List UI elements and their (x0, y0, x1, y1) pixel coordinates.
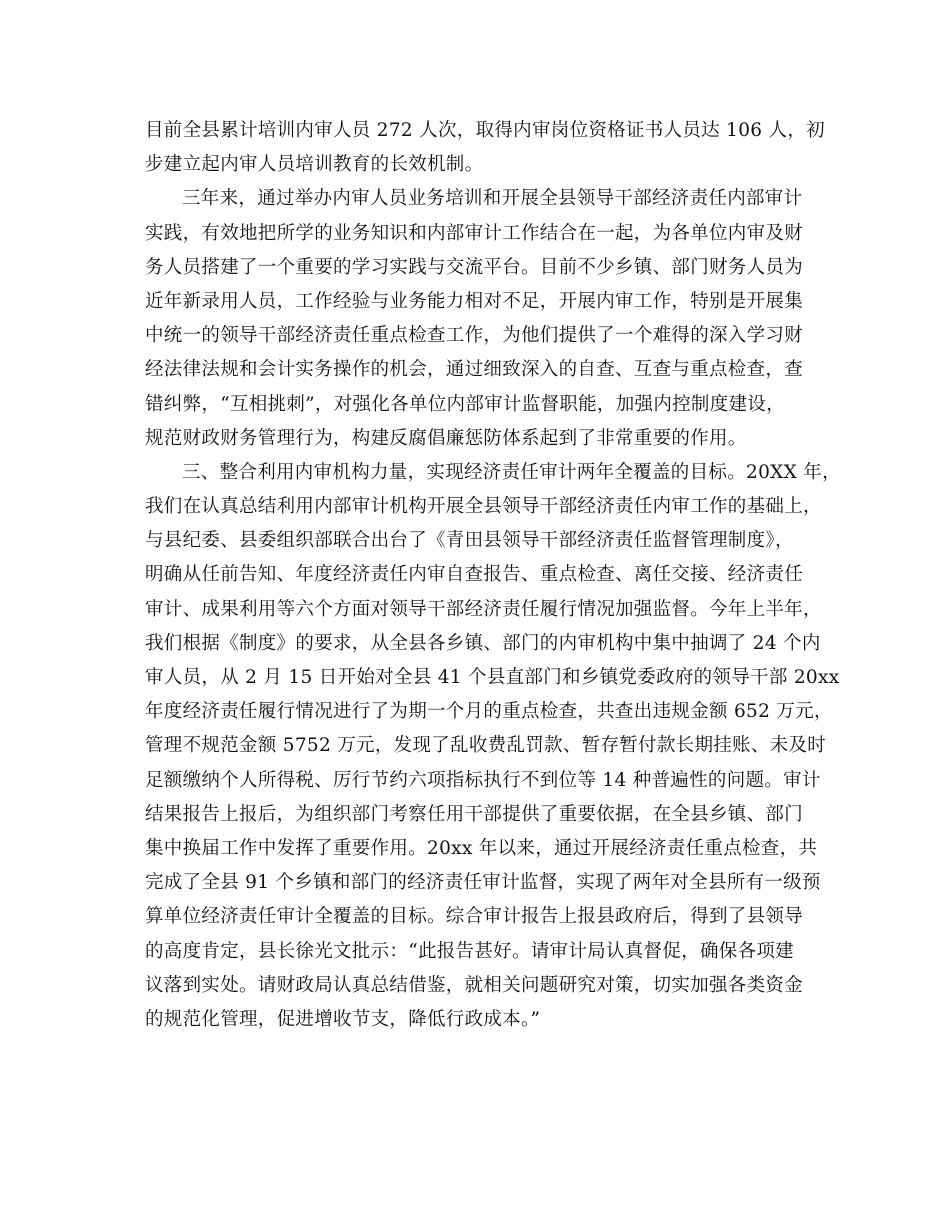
paragraph-line: 错纠弊，“互相挑刺”，对强化各单位内部审计监督职能，加强内控制度建设， (145, 393, 785, 415)
paragraph-line: 管理不规范金额 5752 万元，发现了乱收费乱罚款、暂存暂付款长期挂账、未及时 (145, 735, 827, 757)
paragraph-line: 规范财政财务管理行为，构建反腐倡廉惩防体系起到了非常重要的作用。 (145, 427, 747, 449)
paragraph-line: 三年来，通过举办内审人员业务培训和开展全县领导干部经济责任内部审计 (182, 188, 803, 210)
paragraph-line: 集中换届工作中发挥了重要作用。20xx 年以来，通过开展经济责任重点检查，共 (145, 837, 818, 859)
paragraph-line: 审人员，从 2 月 15 日开始对全县 41 个县直部门和乡镇党委政府的领导干部 20xx (145, 667, 840, 688)
paragraph-line: 的规范化管理，促进增收节支，降低行政成本。” (145, 1008, 541, 1030)
paragraph-line: 算单位经济责任审计全覆盖的目标。综合审计报告上报县政府后，得到了县领导 (145, 906, 804, 928)
paragraph-line: 审计、成果利用等六个方面对领导干部经济责任履行情况加强监督。今年上半年， (145, 598, 822, 620)
paragraph-line: 目前全县累计培训内审人员 272 人次，取得内审岗位资格证书人员达 106 人，初 (145, 120, 825, 141)
paragraph-line: 结果报告上报后，为组织部门考察任用干部提供了重要依据，在全县乡镇、部门 (145, 803, 804, 825)
paragraph-line: 实践，有效地把所学的业务知识和内部审计工作结合在一起，为各单位内审及财 (145, 222, 804, 244)
paragraph-line: 中统一的领导干部经济责任重点检查工作，为他们提供了一个难得的深入学习财 (145, 325, 804, 347)
paragraph-line: 完成了全县 91 个乡镇和部门的经济责任审计监督，实现了两年对全县所有一级预 (145, 872, 821, 894)
paragraph-line: 三、整合利用内审机构力量，实现经济责任审计两年全覆盖的目标。20XX 年， (182, 461, 841, 483)
paragraph-line: 务人员搭建了一个重要的学习实践与交流平台。目前不少乡镇、部门财务人员为 (145, 256, 804, 278)
paragraph-line: 我们在认真总结利用内部审计机构开展全县领导干部经济责任内审工作的基础上， (145, 496, 822, 518)
paragraph-line: 年度经济责任履行情况进行了为期一个月的重点检查，共查出违规金额 652 万元， (145, 701, 833, 723)
document-body (145, 114, 841, 1037)
paragraph-2 (145, 182, 807, 456)
paragraph-line: 足额缴纳个人所得税、厉行节约六项指标执行不到位等 14 种普遍性的问题。审计 (145, 769, 821, 791)
paragraph-line: 议落到实处。请财政局认真总结借鉴，就相关问题研究对策，切实加强各类资金 (145, 974, 804, 996)
paragraph-line: 明确从任前告知、年度经济责任内审自查报告、重点检查、离任交接、经济责任 (145, 564, 804, 586)
paragraph-1 (145, 114, 825, 182)
paragraph-line: 近年新录用人员，工作经验与业务能力相对不足，开展内审工作，特别是开展集 (145, 290, 804, 312)
paragraph-line: 与县纪委、县委组织部联合出台了《青田县领导干部经济责任监督管理制度》， (145, 530, 794, 552)
paragraph-3 (145, 456, 841, 1037)
paragraph-line: 经法律法规和会计实务操作的机会，通过细致深入的自查、互查与重点检查，查 (145, 359, 804, 381)
paragraph-line: 我们根据《制度》的要求，从全县各乡镇、部门的内审机构中集中抽调了 24 个内 (145, 632, 821, 654)
paragraph-line: 的高度肯定，县长徐光文批示：“此报告甚好。请审计局认真督促，确保各项建 (145, 940, 794, 962)
paragraph-line: 步建立起内审人员培训教育的长效机制。 (145, 154, 484, 176)
